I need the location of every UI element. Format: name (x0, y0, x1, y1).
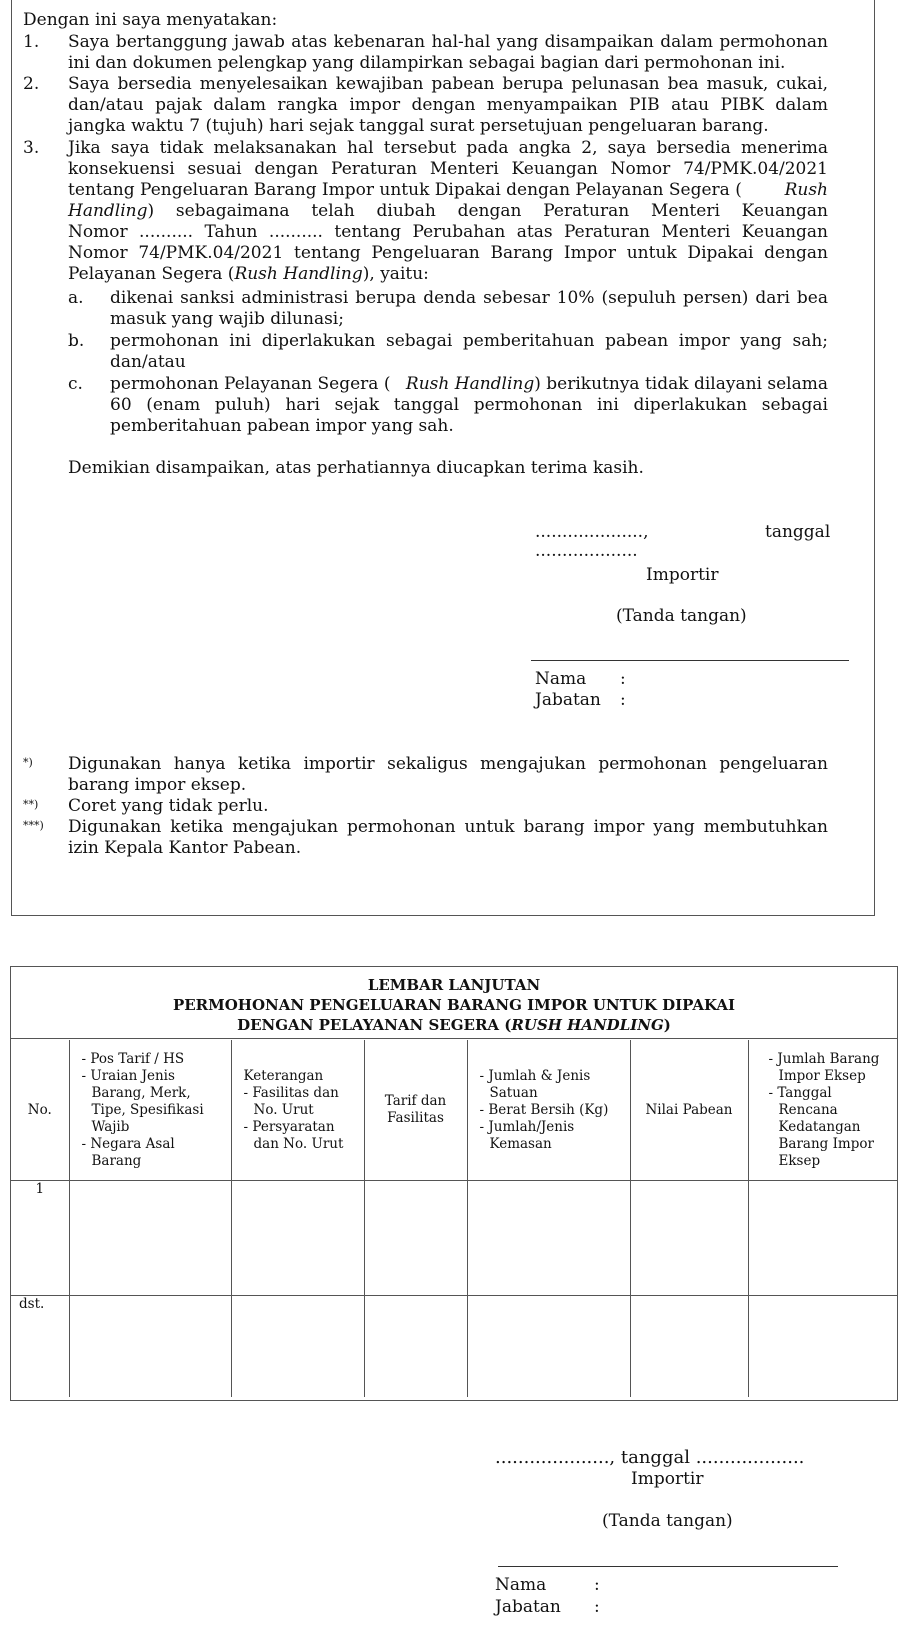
col-header-keterangan-list (232, 1068, 364, 1153)
sub-c-line-3: pemberitahuan pabean impor yang sah. (110, 416, 454, 436)
bottom-signature-rule (498, 1566, 838, 1567)
item-3-line-7-c: ), yaitu: (362, 264, 429, 284)
sub-c-line-1 (110, 373, 828, 395)
footnote-3-line-1: Digunakan ketika mengajukan permohonan untuk barang impor yang membutuhkan (68, 817, 828, 837)
sub-b-line-2: dan/atau (110, 352, 186, 372)
footnote-3-line-2: izin Kepala Kantor Pabean. (68, 838, 302, 858)
signature-date-word: tanggal (765, 522, 831, 542)
col-header-eksep-list (749, 1051, 898, 1170)
col-header-jumlah-1: - Jumlah & Jenis Satuan (479, 1067, 591, 1101)
row-2-jumlah[interactable] (467, 1296, 630, 1398)
signature-sign: (Tanda tangan) (616, 606, 747, 626)
col-header-eksep (748, 1040, 897, 1181)
sub-a-line-2: masuk yang wajib dilunasi; (110, 309, 344, 329)
item-1-line-2: ini dan dokumen pelengkap yang dilampirkan sebagai bagian dari permohonan ini. (68, 53, 786, 73)
item-3-line-1: Jika saya tidak melaksanakan hal tersebut pada angka 2, saya bersedia menerima (68, 138, 828, 158)
item-3-line-4 (68, 200, 828, 222)
row-1-nilai[interactable] (630, 1181, 748, 1296)
item-3-line-6: Nomor 74/PMK.04/2021 tentang Pengeluaran Barang Impor untuk Dipakai dengan (68, 243, 828, 263)
sub-b-line-1: permohonan ini diperlakukan sebagai pemberitahuan pabean impor yang sah; (110, 331, 828, 351)
position-label: Jabatan (535, 690, 601, 710)
table-header-row (11, 1040, 897, 1181)
sub-c-line-1-italic: Rush Handling (405, 374, 535, 394)
name-colon: : (620, 669, 626, 689)
signature-place: ...................., (535, 522, 649, 542)
signature-role: Importir (646, 565, 719, 585)
col-header-eksep-1: - Jumlah Barang Impor Eksep (768, 1050, 880, 1084)
footnote-2-mark: **) (23, 798, 39, 811)
col-header-jumlah (467, 1040, 630, 1181)
continuation-title-2: PERMOHONAN PENGELUARAN BARANG IMPOR UNTUK DIPAKAI (172, 996, 736, 1014)
footnote-1-line-1: Digunakan hanya ketika importir sekaligus mengajukan permohonan pengeluaran (68, 754, 828, 774)
sub-c-line-1-bc (406, 373, 828, 395)
col-header-tarif: Tarif dan Fasilitas (364, 1040, 467, 1181)
bottom-signature-sign: (Tanda tangan) (602, 1511, 733, 1531)
item-3-number: 3. (23, 138, 40, 158)
sub-b-letter: b. (68, 331, 85, 351)
col-header-eksep-2: - Tanggal Rencana Kedatangan Barang Impor Eksep (768, 1084, 874, 1169)
item-1-line-1: Saya bertanggung jawab atas kebenaran hal-hal yang disampaikan dalam permohonan (68, 32, 828, 52)
table-row (11, 1181, 897, 1296)
sub-c-line-1-a: permohonan Pelayanan Segera ( (110, 374, 391, 394)
col-header-no: No. (11, 1040, 69, 1181)
item-3-line-3-text: tentang Pengeluaran Barang Impor untuk Dipakai dengan Pelayanan Segera ( (68, 180, 742, 200)
sub-c-line-2: 60 (enam puluh) hari sejak tanggal permohonan ini diperlakukan sebagai (110, 395, 828, 415)
item-2-line-3: jangka waktu 7 (tujuh) hari sejak tanggal surat persetujuan pengeluaran barang. (68, 116, 769, 136)
row-2-no (11, 1296, 69, 1398)
sub-a-line-1: dikenai sanksi administrasi berupa denda sebesar 10% (sepuluh persen) dari bea (110, 288, 828, 308)
col-header-keterangan-1: - Fasilitas dan No. Urut (243, 1084, 339, 1118)
bottom-position-colon: : (594, 1597, 600, 1617)
col-header-keterangan (231, 1040, 364, 1181)
item-3-line-7-a: Pelayanan Segera ( (68, 264, 235, 284)
footnote-3-mark: ***) (23, 819, 44, 832)
col-header-keterangan-title: Keterangan (243, 1067, 324, 1084)
col-header-keterangan-2: - Persyaratan dan No. Urut (243, 1118, 344, 1152)
row-1-no-text: 1 (35, 1181, 45, 1197)
bottom-signature-role: Importir (631, 1469, 704, 1489)
col-header-goods-list (70, 1051, 231, 1170)
col-header-jumlah-3: - Jumlah/Jenis Kemasan (479, 1118, 575, 1152)
col-header-goods-1: - Pos Tarif / HS (81, 1050, 185, 1067)
closing-sentence: Demikian disampaikan, atas perhatiannya diucapkan terima kasih. (68, 458, 644, 478)
signature-line (531, 660, 849, 661)
row-2-tarif[interactable] (364, 1296, 467, 1398)
sub-c-letter: c. (68, 374, 83, 394)
row-2-eksep[interactable] (748, 1296, 897, 1398)
row-2-no-text: dst. (19, 1296, 45, 1312)
col-header-goods-3: - Negara Asal Barang (81, 1135, 175, 1169)
statement-intro: Dengan ini saya menyatakan: (23, 10, 278, 30)
continuation-title-3-b: RUSH HANDLING (511, 1016, 664, 1034)
item-2-line-2: dan/atau pajak dalam rangka impor dengan menyampaikan PIB atau PIBK dalam (68, 95, 828, 115)
item-3-line-2: konsekuensi sesuai dengan Peraturan Menteri Keuangan Nomor 74/PMK.04/2021 (68, 159, 828, 179)
item-3-line-5: Nomor .......... Tahun .......... tentang Perubahan atas Peraturan Menteri Keuangan (68, 222, 828, 242)
row-1-jumlah[interactable] (467, 1181, 630, 1296)
sub-a-letter: a. (68, 288, 84, 308)
col-header-jumlah-list (468, 1068, 630, 1153)
continuation-title-3-a: DENGAN PELAYANAN SEGERA ( (237, 1016, 512, 1034)
item-3-line-7-b: Rush Handling (234, 264, 363, 284)
signature-date-dots: ................... (535, 541, 638, 561)
row-2-keterangan[interactable] (231, 1296, 364, 1398)
row-2-nilai[interactable] (630, 1296, 748, 1398)
item-3-line-3 (68, 179, 828, 201)
row-2-goods[interactable] (69, 1296, 231, 1398)
item-2-number: 2. (23, 74, 40, 94)
footnote-1-mark: *) (23, 756, 33, 769)
sub-c-line-1-c: ) berikutnya tidak dilayani selama (534, 374, 828, 394)
name-label: Nama (535, 669, 587, 689)
continuation-header (11, 967, 897, 1039)
goods-table (11, 1040, 897, 1397)
col-header-nilai: Nilai Pabean (630, 1040, 748, 1181)
position-colon: : (620, 690, 626, 710)
item-2-line-1: Saya bersedia menyelesaikan kewajiban pabean berupa pelunasan bea masuk, cukai, (68, 74, 828, 94)
continuation-title-3-c: ) (663, 1016, 671, 1034)
item-1-number: 1. (23, 32, 40, 52)
bottom-name-colon: : (594, 1575, 600, 1595)
table-row (11, 1296, 897, 1398)
item-3-line-3-italic: Rush (784, 180, 828, 200)
row-1-goods[interactable] (69, 1181, 231, 1296)
col-header-goods (69, 1040, 231, 1181)
row-1-eksep[interactable] (748, 1181, 897, 1296)
col-header-jumlah-2: - Berat Bersih (Kg) (479, 1101, 609, 1118)
item-3-line-4-italic: Handling (68, 201, 148, 221)
row-1-tarif[interactable] (364, 1181, 467, 1296)
item-3-line-4-text: ) sebagaimana telah diubah dengan Peraturan Menteri Keuangan (147, 201, 828, 221)
item-3-line-7 (68, 263, 429, 285)
continuation-title-1: LEMBAR LANJUTAN (367, 976, 541, 994)
footnote-2-line-1: Coret yang tidak perlu. (68, 796, 269, 816)
bottom-signature-line: ...................., tanggal ................... (495, 1447, 805, 1468)
row-1-no (11, 1181, 69, 1296)
col-header-goods-2: - Uraian Jenis Barang, Merk, Tipe, Spesifikasi Wajib (81, 1067, 204, 1135)
row-1-keterangan[interactable] (231, 1181, 364, 1296)
bottom-position-label: Jabatan (495, 1597, 561, 1617)
continuation-sheet (10, 966, 898, 1401)
continuation-title-3 (11, 1015, 897, 1035)
footnote-1-line-2: barang impor eksep. (68, 775, 247, 795)
bottom-name-label: Nama (495, 1575, 547, 1595)
